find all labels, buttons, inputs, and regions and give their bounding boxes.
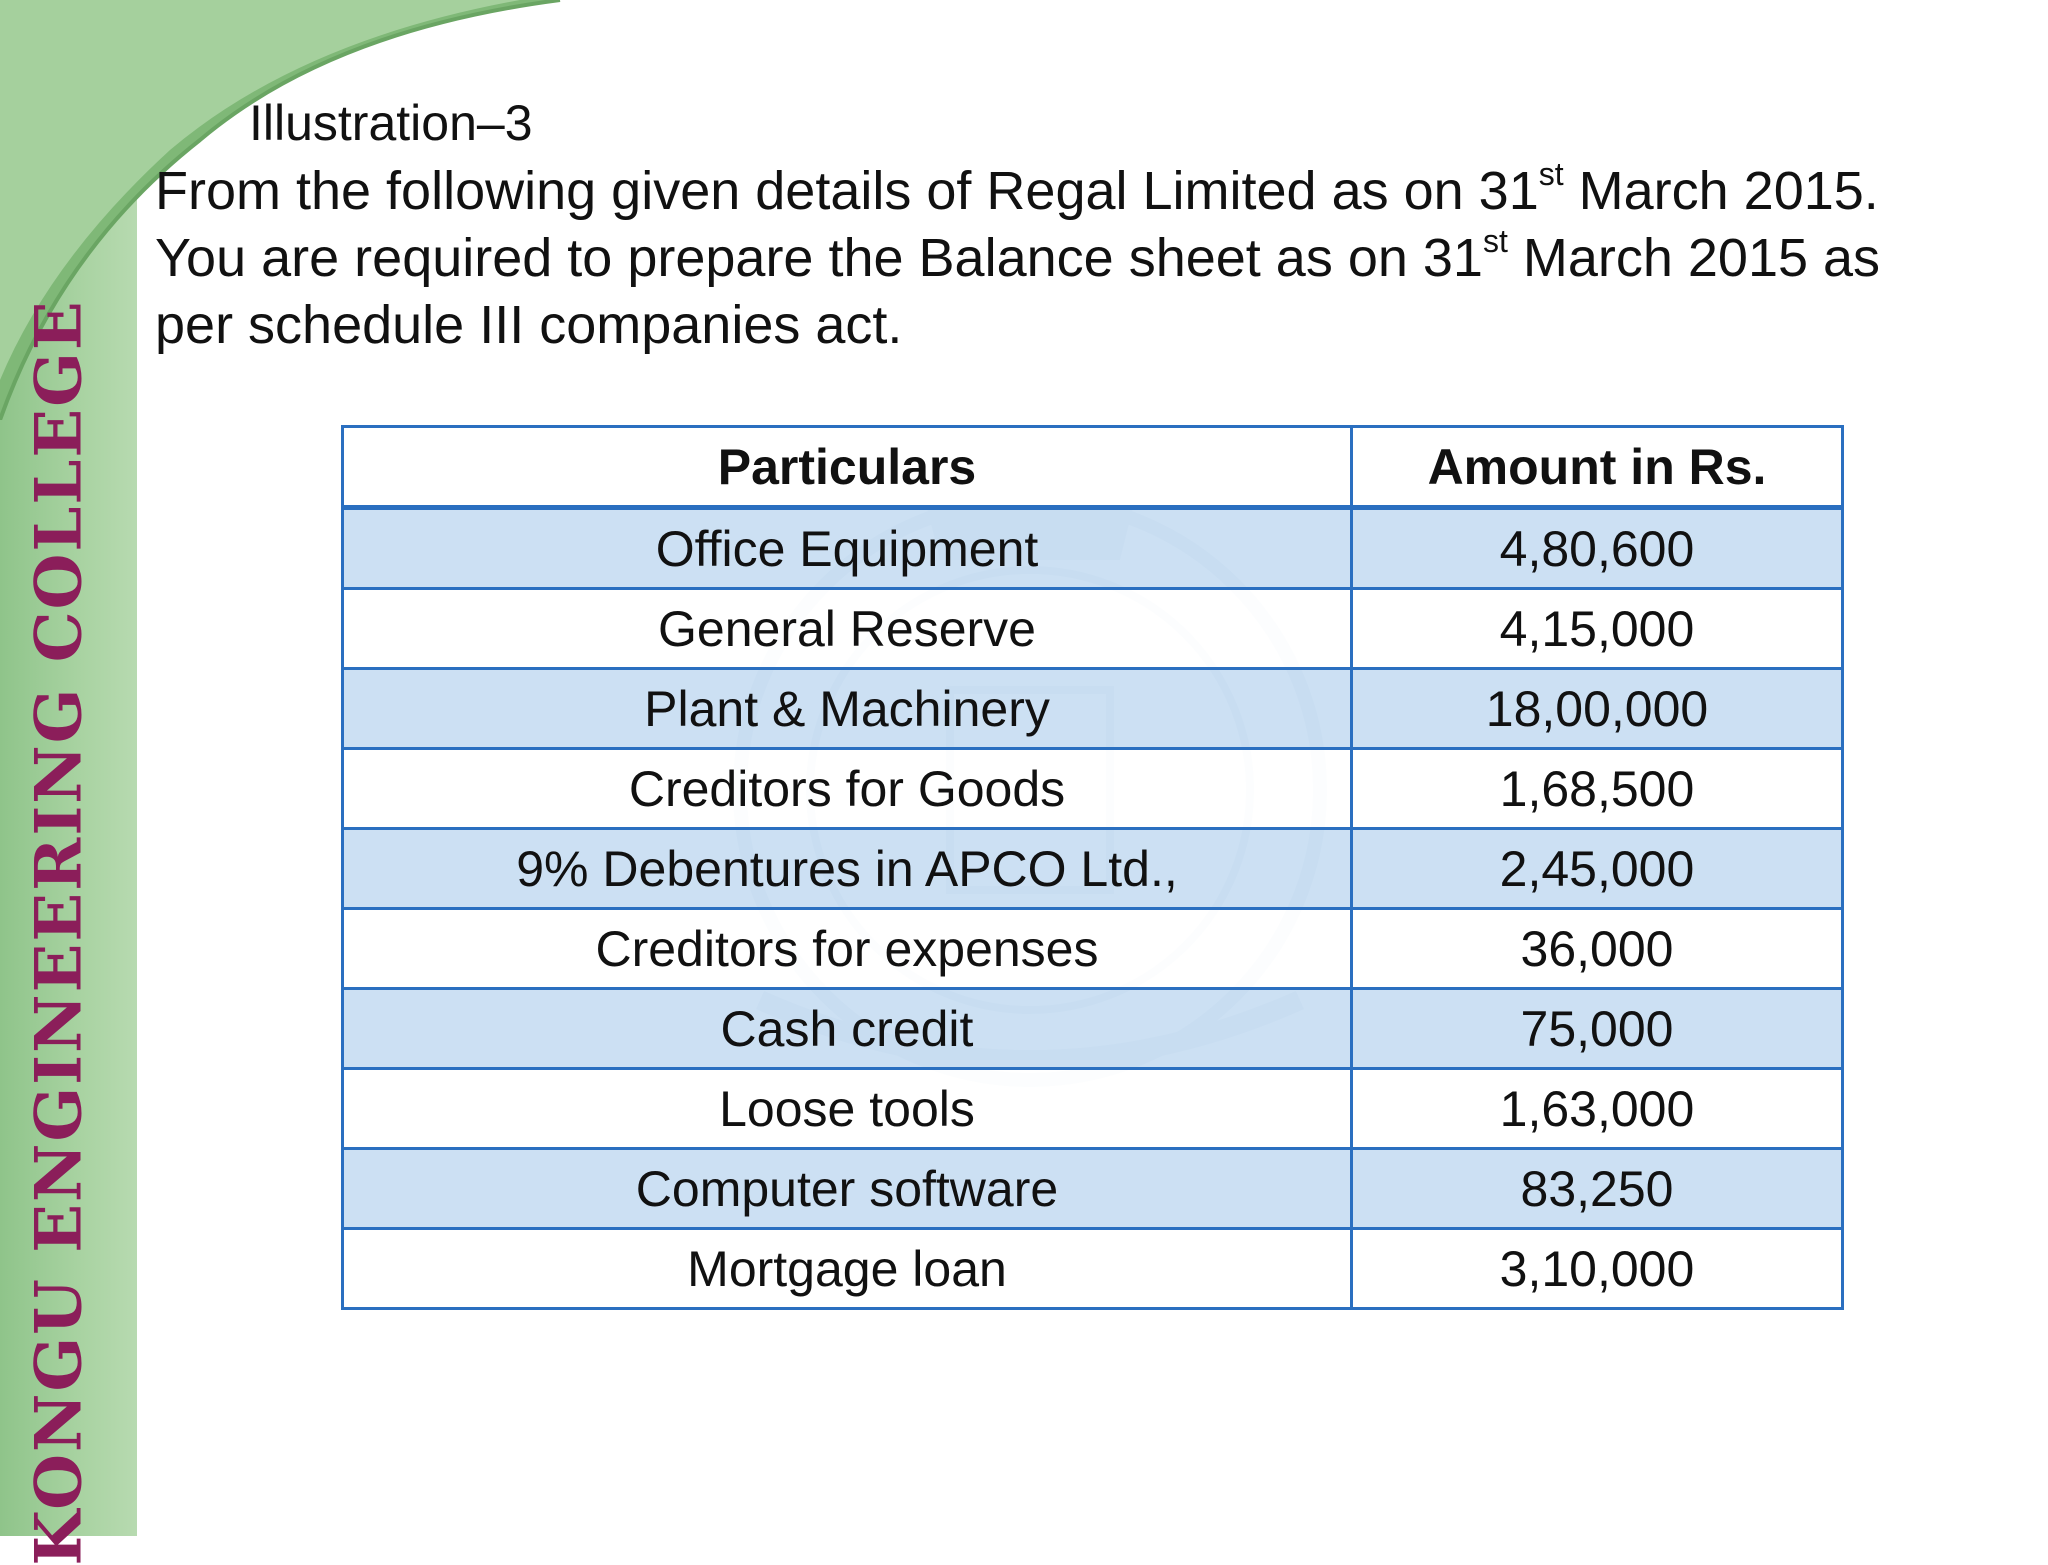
particular-cell: Creditors for expenses [343, 909, 1352, 989]
college-name-vertical: KONGU ENGINEERING COLLEGE [21, 298, 97, 1565]
particular-cell: Creditors for Goods [343, 749, 1352, 829]
amount-cell: 1,68,500 [1352, 749, 1843, 829]
table-row [343, 1149, 1843, 1229]
particular-cell: General Reserve [343, 589, 1352, 669]
particulars-amount-table [341, 425, 1844, 1310]
amount-cell: 83,250 [1352, 1149, 1843, 1229]
amount-cell: 18,00,000 [1352, 669, 1843, 749]
table-row [343, 669, 1843, 749]
table-row [343, 749, 1843, 829]
intro-line-1: From the following given details of Regal Limited as on 31st March 2015. [155, 156, 1879, 221]
table-header-row [343, 427, 1843, 508]
intro-line-3: per schedule III companies act. [155, 295, 903, 355]
particular-cell: Office Equipment [343, 508, 1352, 589]
header-amount: Amount in Rs. [1352, 427, 1843, 508]
particular-cell: Cash credit [343, 989, 1352, 1069]
intro-paragraph [155, 158, 2015, 359]
particular-cell: Loose tools [343, 1069, 1352, 1149]
table-row [343, 1069, 1843, 1149]
intro-line-2: You are required to prepare the Balance sheet as on 31st March 2015 as [155, 223, 1881, 288]
amount-cell: 1,63,000 [1352, 1069, 1843, 1149]
slide-heading: Illustration–3 [249, 95, 533, 151]
table-row [343, 589, 1843, 669]
amount-cell: 3,10,000 [1352, 1229, 1843, 1309]
amount-cell: 4,80,600 [1352, 508, 1843, 589]
table-row [343, 1229, 1843, 1309]
table-row [343, 508, 1843, 589]
amount-cell: 2,45,000 [1352, 829, 1843, 909]
amount-cell: 4,15,000 [1352, 589, 1843, 669]
amount-cell: 36,000 [1352, 909, 1843, 989]
header-particulars: Particulars [343, 427, 1352, 508]
amount-cell: 75,000 [1352, 989, 1843, 1069]
table-row [343, 829, 1843, 909]
particular-cell: Mortgage loan [343, 1229, 1352, 1309]
table-row [343, 989, 1843, 1069]
particular-cell: 9% Debentures in APCO Ltd., [343, 829, 1352, 909]
table-row [343, 909, 1843, 989]
particular-cell: Plant & Machinery [343, 669, 1352, 749]
particular-cell: Computer software [343, 1149, 1352, 1229]
